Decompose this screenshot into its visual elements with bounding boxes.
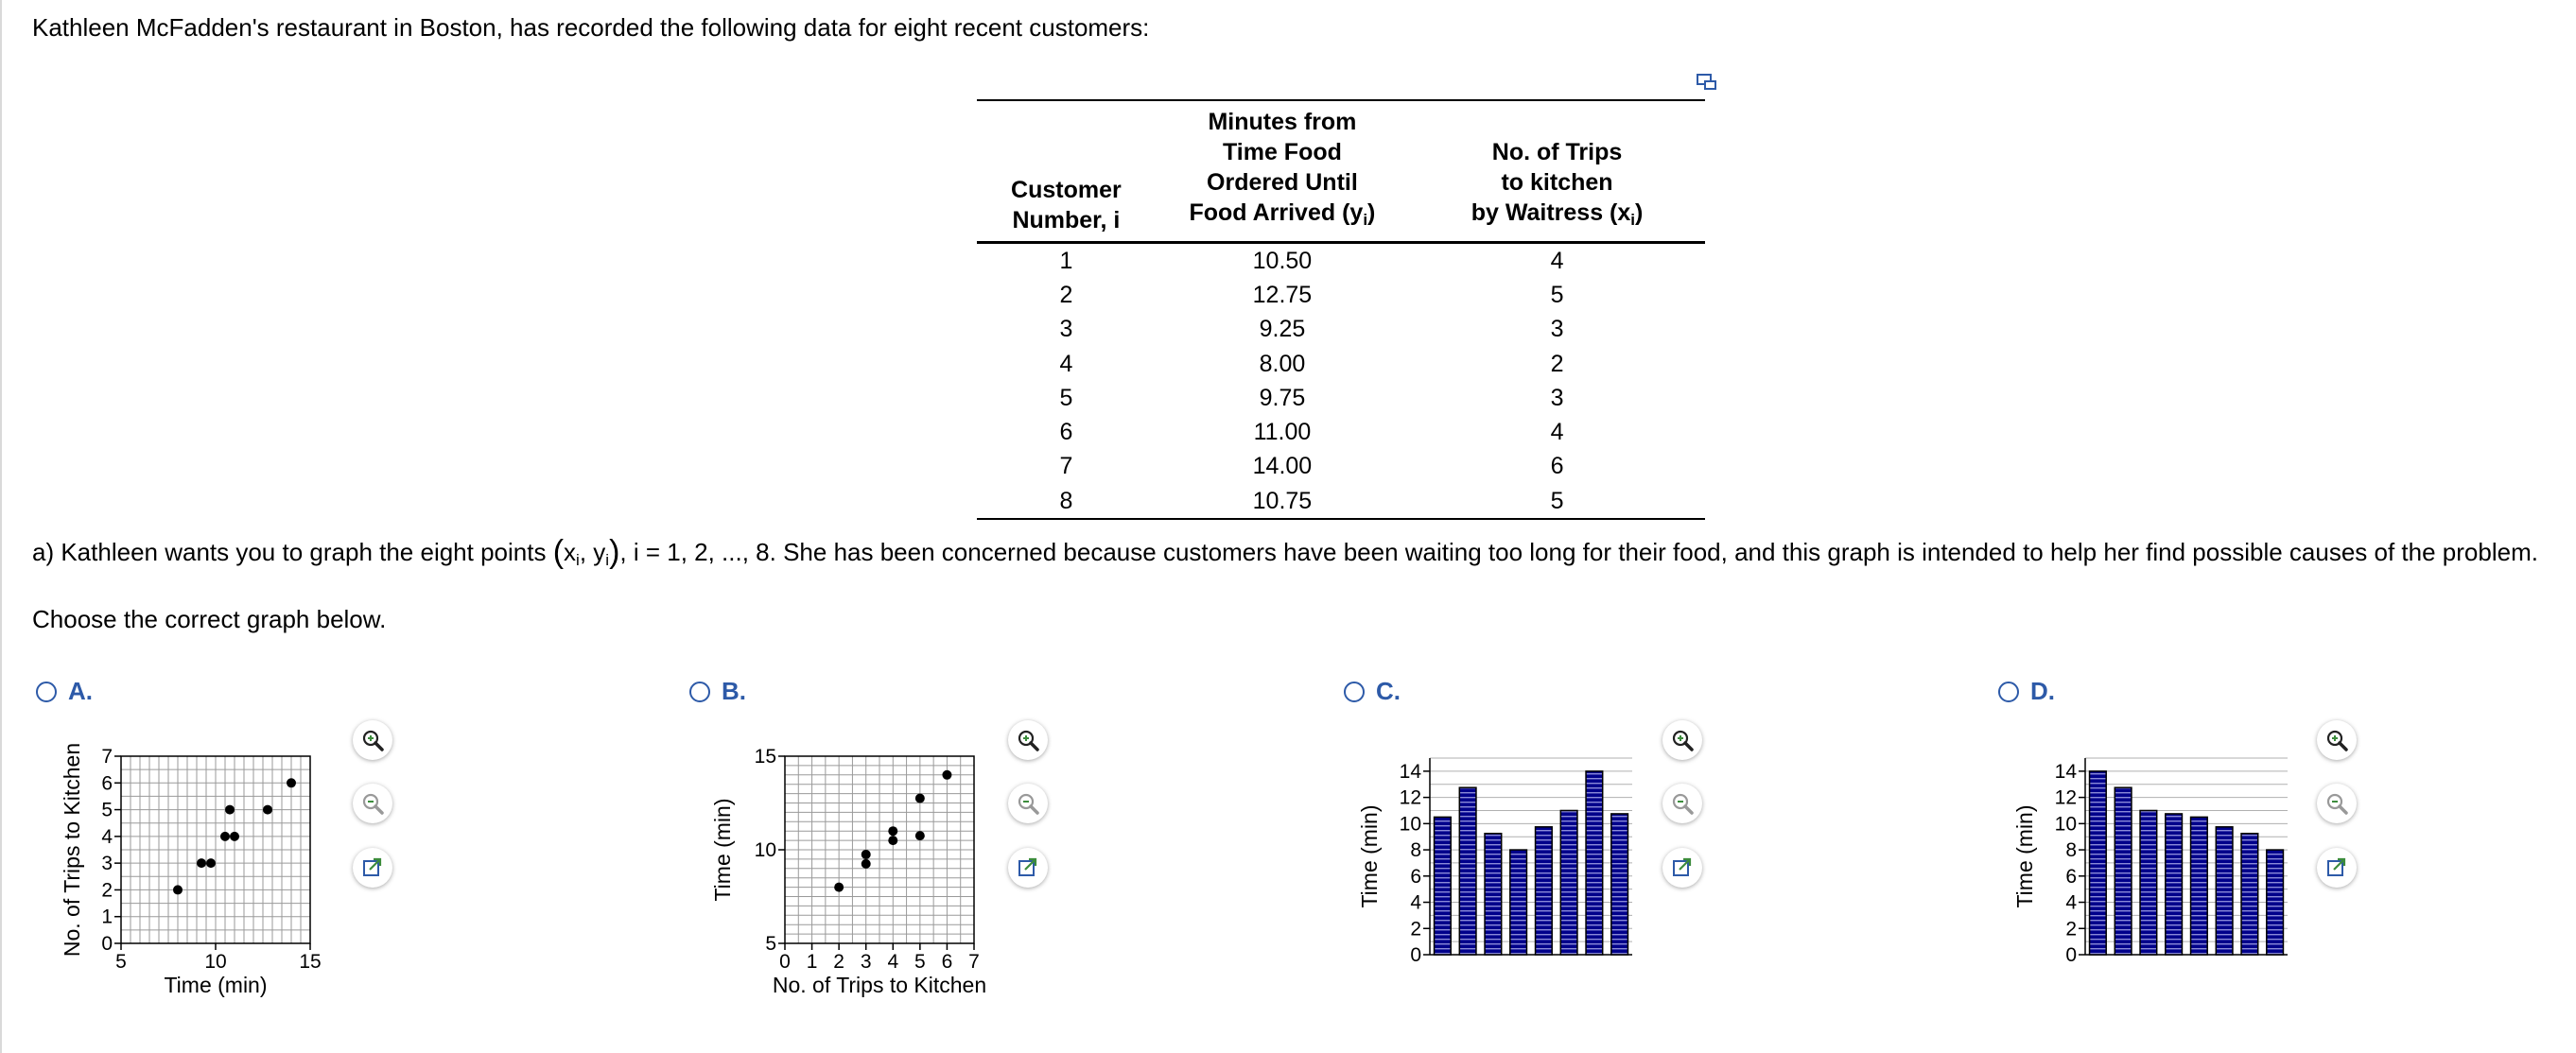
bar bbox=[2216, 827, 2233, 955]
data-point bbox=[942, 770, 951, 780]
bar bbox=[1510, 850, 1527, 955]
zoom-out-icon bbox=[1016, 791, 1040, 816]
x-axis-label: No. of Trips to Kitchen bbox=[772, 973, 987, 997]
option-a[interactable] bbox=[36, 677, 93, 706]
radio-b[interactable] bbox=[689, 682, 710, 702]
y-tick-label: 5 bbox=[765, 933, 776, 955]
popout-button-c[interactable] bbox=[1662, 848, 1702, 888]
zoom-out-icon bbox=[360, 791, 385, 816]
cell-trips: 2 bbox=[1550, 350, 1564, 377]
zoom-in-button-d[interactable] bbox=[2317, 720, 2357, 760]
y-tick-label: 3 bbox=[101, 853, 113, 875]
header-trips: No. of Trips to kitchen by Waitress $(x_i)$ bbox=[1471, 139, 1644, 229]
table-row bbox=[977, 450, 1705, 484]
data-point bbox=[225, 805, 235, 815]
x-axis-label: Time (min) bbox=[164, 973, 268, 997]
cell-minutes: 8.00 bbox=[1259, 350, 1306, 377]
data-point bbox=[197, 858, 206, 868]
data-point bbox=[915, 794, 925, 803]
cell-minutes: 9.75 bbox=[1259, 384, 1306, 411]
data-point bbox=[263, 805, 272, 815]
bar bbox=[1459, 787, 1476, 955]
cell-trips: 5 bbox=[1550, 281, 1564, 308]
data-point bbox=[287, 778, 296, 787]
bar bbox=[1435, 817, 1452, 955]
window-icon[interactable] bbox=[1697, 72, 1717, 95]
y-tick-label: 2 bbox=[1410, 918, 1421, 941]
y-tick-label: 2 bbox=[2065, 918, 2077, 941]
zoom-in-icon bbox=[1016, 728, 1040, 752]
cell-minutes: 14.00 bbox=[1252, 453, 1313, 480]
y-tick-label: 10 bbox=[1399, 813, 1421, 836]
data-point bbox=[230, 832, 239, 841]
y-tick-label: 12 bbox=[1399, 786, 1421, 809]
table-row bbox=[977, 381, 1705, 415]
y-tick-label: 5 bbox=[101, 799, 113, 821]
zoom-out-icon bbox=[2324, 791, 2349, 816]
y-tick-label: 1 bbox=[101, 906, 113, 928]
y-axis-label: Time (min) bbox=[1357, 804, 1382, 908]
popout-icon bbox=[1671, 856, 1694, 879]
left-frame-border bbox=[0, 0, 2, 1053]
table-row bbox=[977, 278, 1705, 312]
bar bbox=[2241, 834, 2258, 955]
popout-button-b[interactable] bbox=[1008, 848, 1048, 888]
y-tick-label: 2 bbox=[101, 879, 113, 902]
cell-customer: 3 bbox=[1059, 316, 1073, 343]
y-tick-label: 14 bbox=[2054, 760, 2077, 783]
graph-a bbox=[57, 718, 340, 1011]
header-customer: Customer Number, i bbox=[1011, 177, 1122, 233]
cell-trips: 3 bbox=[1550, 384, 1564, 411]
x-tick-label: 10 bbox=[204, 951, 227, 973]
zoom-out-button-a[interactable] bbox=[353, 784, 392, 823]
popout-button-d[interactable] bbox=[2317, 848, 2357, 888]
cell-minutes: 11.00 bbox=[1253, 419, 1312, 446]
y-tick-label: 4 bbox=[1410, 891, 1421, 914]
x-tick-label: 4 bbox=[887, 951, 899, 973]
bar bbox=[1485, 834, 1502, 955]
table-header-row bbox=[977, 100, 1705, 243]
table-row bbox=[977, 415, 1705, 449]
x-tick-label: 15 bbox=[299, 951, 322, 973]
bar bbox=[2090, 771, 2107, 955]
bar bbox=[1611, 814, 1628, 955]
y-tick-label: 6 bbox=[101, 772, 113, 795]
data-point bbox=[834, 883, 844, 892]
cell-trips: 4 bbox=[1550, 247, 1564, 274]
table-row bbox=[977, 243, 1705, 279]
y-tick-label: 10 bbox=[754, 839, 776, 861]
y-tick-label: 8 bbox=[1410, 839, 1421, 862]
cell-trips: 3 bbox=[1550, 316, 1564, 343]
y-tick-label: 14 bbox=[1399, 760, 1421, 783]
choose-prompt: Choose the correct graph below. bbox=[32, 605, 387, 633]
bar bbox=[1536, 827, 1553, 955]
x-tick-label: 7 bbox=[968, 951, 980, 973]
radio-a[interactable] bbox=[36, 682, 57, 702]
popout-button-a[interactable] bbox=[353, 848, 392, 888]
cell-minutes: 10.50 bbox=[1252, 247, 1313, 274]
popout-icon bbox=[2325, 856, 2348, 879]
cell-trips: 5 bbox=[1550, 487, 1564, 514]
option-b[interactable] bbox=[689, 677, 746, 706]
y-axis-label: No. of Trips to Kitchen bbox=[60, 742, 84, 958]
option-c-label: C. bbox=[1376, 677, 1401, 705]
x-tick-label: 3 bbox=[860, 951, 872, 973]
radio-d[interactable] bbox=[1998, 682, 2019, 702]
x-tick-label: 2 bbox=[833, 951, 844, 973]
cell-customer: 5 bbox=[1059, 384, 1073, 411]
y-tick-label: 4 bbox=[2065, 891, 2077, 914]
table-row bbox=[977, 313, 1705, 347]
cell-customer: 8 bbox=[1059, 487, 1073, 514]
y-tick-label: 0 bbox=[2065, 944, 2077, 966]
chart-a bbox=[57, 718, 340, 1011]
zoom-out-button-c[interactable] bbox=[1662, 784, 1702, 823]
option-d[interactable] bbox=[1998, 677, 2055, 706]
data-point bbox=[220, 832, 230, 841]
y-axis-label: Time (min) bbox=[2012, 804, 2037, 908]
option-d-label: D. bbox=[2030, 677, 2055, 705]
bar bbox=[2115, 787, 2132, 955]
zoom-in-icon bbox=[2324, 728, 2349, 752]
x-tick-label: 1 bbox=[806, 951, 818, 973]
zoom-out-icon bbox=[1670, 791, 1695, 816]
data-point bbox=[888, 836, 897, 845]
y-tick-label: 4 bbox=[101, 825, 113, 848]
y-tick-label: 15 bbox=[754, 746, 776, 768]
data-point bbox=[862, 850, 871, 859]
x-tick-label: 0 bbox=[779, 951, 791, 973]
cell-customer: 1 bbox=[1059, 247, 1073, 274]
cell-minutes: 12.75 bbox=[1252, 281, 1313, 308]
zoom-in-icon bbox=[1670, 728, 1695, 752]
y-tick-label: 10 bbox=[2054, 813, 2077, 836]
chart-d bbox=[2008, 718, 2310, 1011]
cell-customer: 2 bbox=[1059, 281, 1073, 308]
data-point bbox=[915, 831, 925, 840]
data-point bbox=[888, 826, 897, 836]
y-tick-label: 12 bbox=[2054, 786, 2077, 809]
zoom-in-button-b[interactable] bbox=[1008, 720, 1048, 760]
bar bbox=[2166, 814, 2183, 955]
header-minutes: Minutes from Time Food Ordered Until Food Arrived $(y_i)$ bbox=[1189, 109, 1376, 229]
x-tick-label: 5 bbox=[115, 951, 127, 973]
zoom-in-button-a[interactable] bbox=[353, 720, 392, 760]
y-tick-label: 0 bbox=[101, 933, 113, 955]
data-point bbox=[206, 858, 216, 868]
y-tick-label: 0 bbox=[1410, 944, 1421, 966]
y-tick-label: 7 bbox=[101, 746, 113, 768]
data-table bbox=[977, 99, 1705, 520]
option-b-label: B. bbox=[722, 677, 746, 705]
chart-b bbox=[710, 718, 1016, 1011]
cell-trips: 6 bbox=[1550, 453, 1564, 480]
zoom-in-button-c[interactable] bbox=[1662, 720, 1702, 760]
cell-trips: 4 bbox=[1550, 419, 1564, 446]
x-tick-label: 5 bbox=[914, 951, 926, 973]
zoom-in-icon bbox=[360, 728, 385, 752]
cell-minutes: 9.25 bbox=[1259, 316, 1306, 343]
x-tick-label: 6 bbox=[941, 951, 953, 973]
data-point bbox=[862, 859, 871, 869]
cell-customer: 4 bbox=[1059, 350, 1073, 377]
intro-text: Kathleen McFadden's restaurant in Boston, has recorded the following data for eight recent customers: bbox=[32, 13, 1150, 42]
graph-d bbox=[2008, 718, 2310, 1011]
graph-c bbox=[1352, 718, 1655, 1011]
table-row bbox=[977, 484, 1705, 519]
popout-icon bbox=[1017, 856, 1039, 879]
table-row bbox=[977, 347, 1705, 381]
popout-icon bbox=[361, 856, 384, 879]
bar bbox=[1586, 771, 1603, 955]
bar bbox=[2140, 810, 2157, 955]
y-tick-label: 6 bbox=[1410, 865, 1421, 888]
data-point bbox=[173, 885, 183, 894]
y-axis-label: Time (min) bbox=[710, 798, 735, 902]
cell-customer: 6 bbox=[1059, 419, 1073, 446]
graph-b bbox=[710, 718, 1016, 1011]
bar bbox=[2191, 817, 2208, 955]
option-a-label: A. bbox=[68, 677, 93, 705]
zoom-out-button-d[interactable] bbox=[2317, 784, 2357, 823]
question-text: a) Kathleen wants you to graph the eight points ($x_i$, $y_i$), i = 1, 2, ..., 8. She has been concerned because customers have been waiting too long for their food, and this graph is intended to help her find possible causes of the problem. bbox=[32, 534, 2538, 570]
option-c[interactable] bbox=[1344, 677, 1401, 706]
cell-customer: 7 bbox=[1059, 453, 1073, 480]
bar bbox=[2267, 850, 2284, 955]
cell-minutes: 10.75 bbox=[1252, 487, 1313, 514]
bar bbox=[1560, 810, 1577, 955]
y-tick-label: 6 bbox=[2065, 865, 2077, 888]
radio-c[interactable] bbox=[1344, 682, 1365, 702]
zoom-out-button-b[interactable] bbox=[1008, 784, 1048, 823]
y-tick-label: 8 bbox=[2065, 839, 2077, 862]
chart-c bbox=[1352, 718, 1655, 1011]
